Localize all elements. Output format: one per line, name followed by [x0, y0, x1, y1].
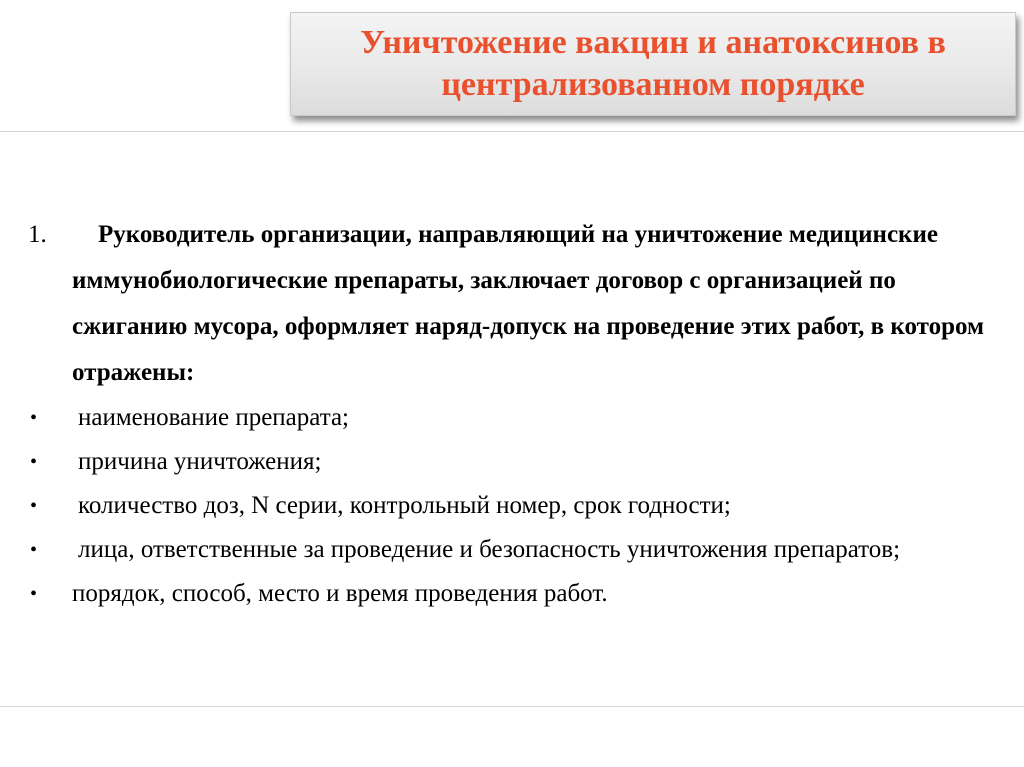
bullet-item	[28, 484, 1008, 528]
title-line-1: Уничтожение вакцин и анатоксинов в	[360, 24, 946, 61]
title-line-2: централизованном порядке	[441, 66, 865, 103]
slide-body	[28, 212, 1008, 616]
bullet-text: причина уничтожения;	[78, 448, 322, 475]
bullet-list	[28, 396, 1008, 616]
bullet-icon: •	[30, 495, 38, 517]
bottom-divider	[0, 706, 1024, 707]
numbered-item	[28, 212, 1008, 396]
bullet-text: наименование препарата;	[78, 404, 349, 431]
top-divider	[0, 131, 1024, 132]
bullet-item	[28, 528, 1008, 572]
bullet-icon: •	[30, 583, 38, 605]
bullet-icon: •	[30, 407, 38, 429]
bullet-item	[28, 396, 1008, 440]
bullet-text: лица, ответственные за проведение и безопасность уничтожения препаратов;	[78, 536, 901, 563]
item-text: Руководитель организации, направляющий на уничтожение медицинские иммунобиологические препараты, заключает договор с организацией по сжиганию мусора, оформляет наряд-допуск на проведение этих работ, в котором отражены:	[72, 221, 985, 386]
bullet-item	[28, 440, 1008, 484]
bullet-text: порядок, способ, место и время проведения работ.	[72, 580, 608, 607]
item-number: 1.	[28, 221, 47, 248]
bullet-item	[28, 572, 1008, 616]
bullet-icon: •	[30, 539, 38, 561]
title-box	[290, 12, 1016, 116]
bullet-icon: •	[30, 451, 38, 473]
bullet-text: количество доз, N серии, контрольный номер, срок годности;	[78, 492, 731, 519]
